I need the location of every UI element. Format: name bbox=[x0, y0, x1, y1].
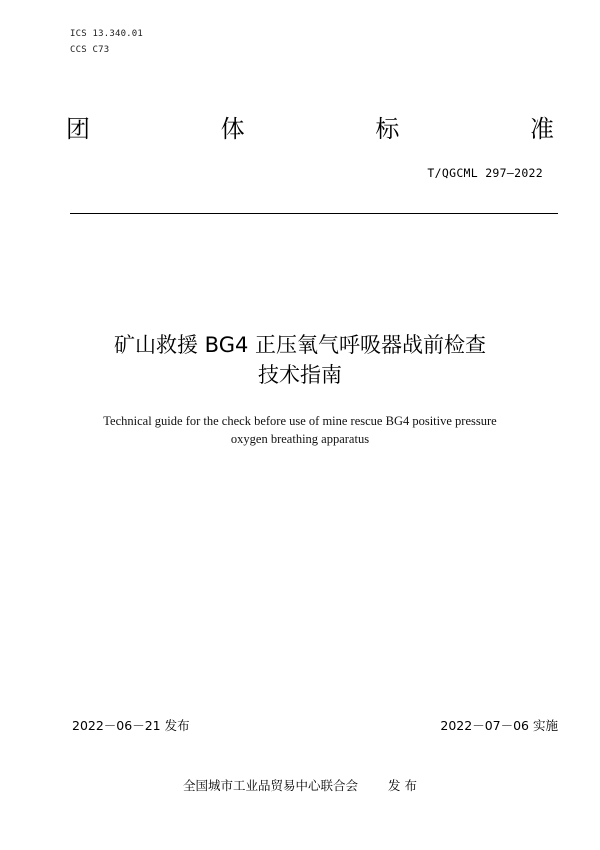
document-title-en bbox=[0, 412, 600, 448]
issuer-name: 全国城市工业品贸易中心联合会 bbox=[183, 778, 359, 793]
title-en-line-1: Technical guide for the check before use of mine rescue BG4 positive pressure bbox=[103, 414, 497, 428]
standard-kind-char: 体 bbox=[220, 115, 245, 143]
standard-kind-char: 标 bbox=[375, 115, 400, 143]
header-divider bbox=[70, 213, 558, 214]
implementation-date: 2022－07－06 实施 bbox=[440, 718, 558, 733]
document-title-zh bbox=[0, 330, 600, 390]
standard-kind-heading bbox=[66, 114, 554, 144]
ics-code: ICS 13.340.01 bbox=[70, 29, 144, 39]
release-date: 2022－06－21 发布 bbox=[72, 718, 190, 733]
standard-kind-char: 团 bbox=[66, 115, 90, 143]
title-en-line-2: oxygen breathing apparatus bbox=[230, 432, 370, 446]
standard-code: T/QGCML 297—2022 bbox=[427, 166, 543, 180]
issuer-line bbox=[0, 776, 600, 794]
ccs-code: CCS C73 bbox=[70, 45, 110, 55]
standard-kind-char: 准 bbox=[529, 115, 554, 143]
title-zh-line-2: 技术指南 bbox=[258, 363, 342, 387]
issue-label: 发 布 bbox=[388, 778, 417, 793]
title-zh-line-1: 矿山救援 BG4 正压氧气呼吸器战前检查 bbox=[113, 333, 487, 357]
